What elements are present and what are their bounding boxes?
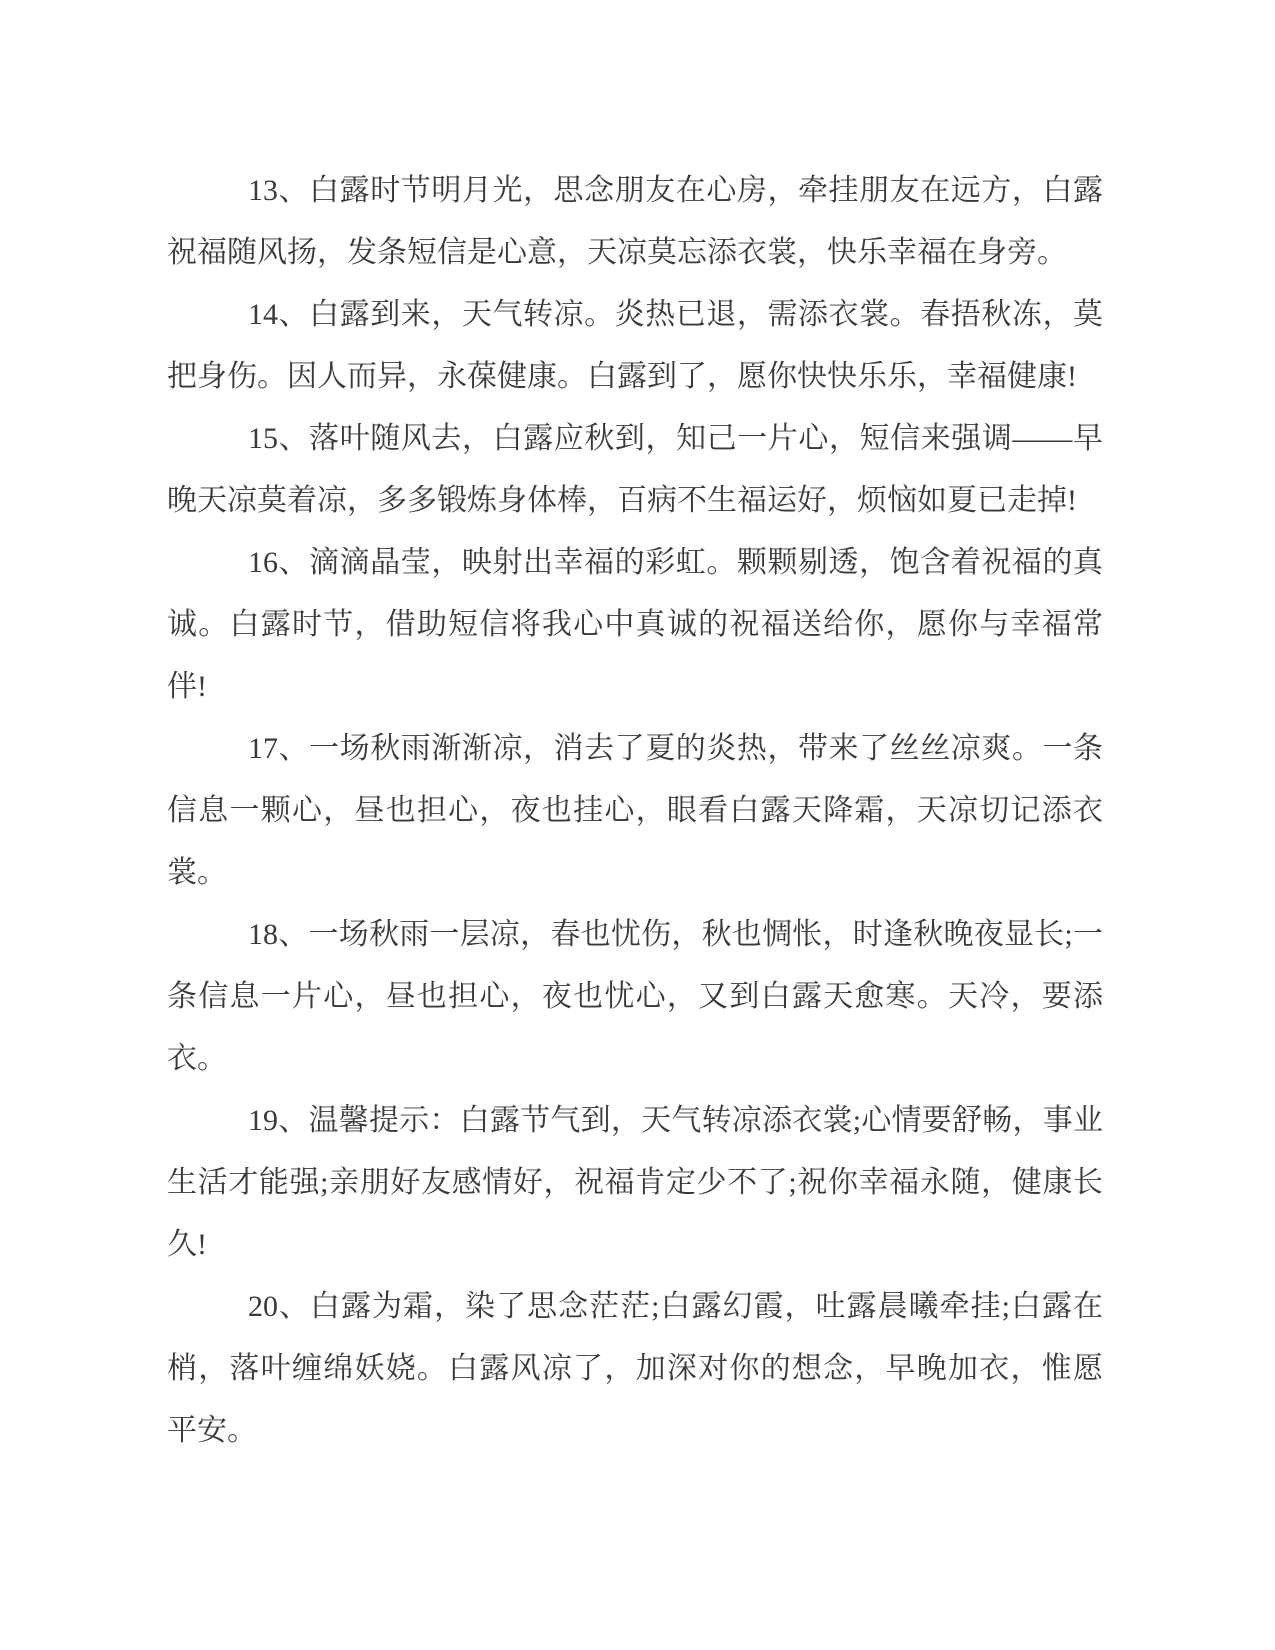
paragraph-19-line-1: 19、温馨提示：白露节气到，天气转凉添衣裳;心情要舒畅，事业 — [248, 1104, 1103, 1137]
paragraph-17-line-3: 裳。 — [167, 856, 227, 889]
paragraph-16-line-1: 16、滴滴晶莹，映射出幸福的彩虹。颗颗剔透，饱含着祝福的真 — [248, 546, 1103, 579]
paragraph-16 — [167, 532, 1103, 718]
paragraph-15 — [167, 408, 1103, 532]
paragraph-13-line-1: 13、白露时节明月光，思念朋友在心房，牵挂朋友在远方，白露 — [248, 174, 1103, 207]
paragraph-13-line-2: 祝福随风扬，发条短信是心意，天凉莫忘添衣裳，快乐幸福在身旁。 — [167, 236, 1067, 269]
document-body-text — [167, 160, 1103, 1462]
paragraph-19-line-3: 久! — [167, 1228, 207, 1261]
paragraph-14 — [167, 284, 1103, 408]
paragraph-18-line-3: 衣。 — [167, 1042, 227, 1075]
paragraph-18 — [167, 904, 1103, 1090]
paragraph-15-line-1: 15、落叶随风去，白露应秋到，知己一片心，短信来强调——早 — [248, 422, 1103, 455]
paragraph-20 — [167, 1276, 1103, 1462]
paragraph-13 — [167, 160, 1103, 284]
paragraph-20-line-2: 梢，落叶缠绵妖娆。白露风凉了，加深对你的想念，早晚加衣，惟愿 — [167, 1352, 1103, 1385]
paragraph-17 — [167, 718, 1103, 904]
paragraph-18-line-1: 18、一场秋雨一层凉，春也忧伤，秋也惆怅，时逢秋晚夜显长;一 — [248, 918, 1103, 951]
paragraph-19-line-2: 生活才能强;亲朋好友感情好，祝福肯定少不了;祝你幸福永随，健康长 — [167, 1166, 1103, 1199]
paragraph-20-line-1: 20、白露为霜，染了思念茫茫;白露幻霞，吐露晨曦牵挂;白露在 — [248, 1290, 1103, 1323]
paragraph-14-line-1: 14、白露到来，天气转凉。炎热已退，需添衣裳。春捂秋冻，莫 — [248, 298, 1103, 331]
paragraph-19 — [167, 1090, 1103, 1276]
paragraph-18-line-2: 条信息一片心，昼也担心，夜也忧心，又到白露天愈寒。天冷，要添 — [167, 980, 1103, 1013]
paragraph-17-line-1: 17、一场秋雨渐渐凉，消去了夏的炎热，带来了丝丝凉爽。一条 — [248, 732, 1103, 765]
paragraph-16-line-2: 诚。白露时节，借助短信将我心中真诚的祝福送给你，愿你与幸福常 — [167, 608, 1103, 641]
paragraph-20-line-3: 平安。 — [167, 1414, 257, 1447]
paragraph-15-line-2: 晚天凉莫着凉，多多锻炼身体棒，百病不生福运好，烦恼如夏已走掉! — [167, 484, 1077, 517]
paragraph-14-line-2: 把身伤。因人而异，永葆健康。白露到了，愿你快快乐乐，幸福健康! — [167, 360, 1077, 393]
paragraph-16-line-3: 伴! — [167, 670, 207, 703]
paragraph-17-line-2: 信息一颗心，昼也担心，夜也挂心，眼看白露天降霜，天凉切记添衣 — [167, 794, 1103, 827]
